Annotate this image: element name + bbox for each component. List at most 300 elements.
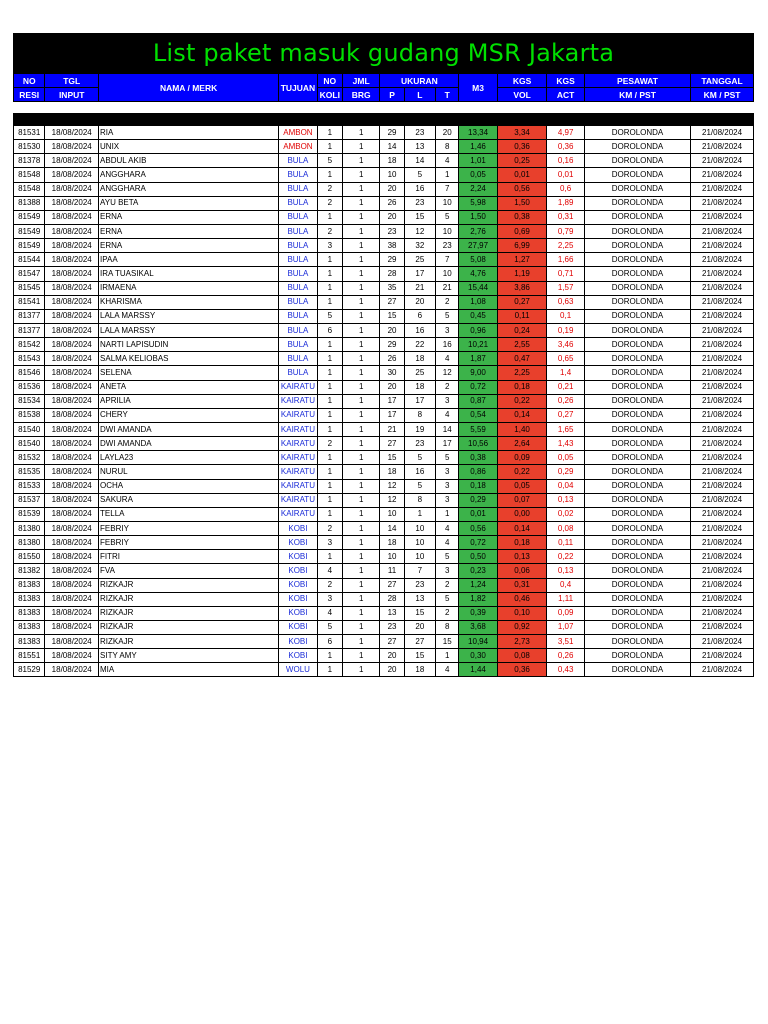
- cell-ukuran-p: 26: [380, 196, 404, 210]
- cell-tanggal: 21/08/2024: [691, 140, 754, 154]
- cell-ukuran-t: 2: [436, 380, 459, 394]
- cell-jml-brg: 1: [342, 536, 379, 550]
- cell-kgs-vol: 0,69: [497, 224, 547, 238]
- cell-jml-brg: 1: [342, 154, 379, 168]
- cell-ukuran-l: 13: [404, 140, 435, 154]
- cell-jml-brg: 1: [342, 663, 379, 677]
- cell-no-koli: 1: [317, 281, 342, 295]
- header-tujuan: TUJUAN: [279, 74, 317, 102]
- cell-m3: 1,08: [459, 295, 497, 309]
- header-tanggal-2: KM / PST: [691, 88, 754, 102]
- cell-ukuran-t: 3: [436, 465, 459, 479]
- cell-pesawat: DOROLONDA: [584, 606, 690, 620]
- table-row: [14, 126, 754, 140]
- cell-ukuran-l: 13: [404, 592, 435, 606]
- cell-kgs-act: 0,11: [547, 536, 584, 550]
- cell-ukuran-l: 15: [404, 210, 435, 224]
- cell-kgs-act: 0,19: [547, 323, 584, 337]
- cell-tujuan: KOBI: [279, 578, 317, 592]
- cell-no-resi: 81549: [14, 210, 45, 224]
- cell-ukuran-p: 20: [380, 380, 404, 394]
- cell-kgs-act: 0,6: [547, 182, 584, 196]
- cell-kgs-vol: 0,06: [497, 564, 547, 578]
- table-row: [14, 182, 754, 196]
- cell-pesawat: DOROLONDA: [584, 295, 690, 309]
- cell-ukuran-l: 5: [404, 168, 435, 182]
- cell-no-koli: 3: [317, 592, 342, 606]
- cell-kgs-act: 0,36: [547, 140, 584, 154]
- cell-jml-brg: 1: [342, 126, 379, 140]
- cell-ukuran-p: 14: [380, 521, 404, 535]
- header-jml-brg-2: BRG: [342, 88, 379, 102]
- cell-no-resi: 81544: [14, 253, 45, 267]
- cell-tgl-input: 18/08/2024: [45, 465, 99, 479]
- cell-pesawat: DOROLONDA: [584, 253, 690, 267]
- cell-no-koli: 6: [317, 323, 342, 337]
- cell-ukuran-p: 17: [380, 394, 404, 408]
- cell-tgl-input: 18/08/2024: [45, 239, 99, 253]
- table-row: [14, 606, 754, 620]
- header-tgl-input-1: TGL: [45, 74, 99, 88]
- cell-m3: 2,76: [459, 224, 497, 238]
- cell-tujuan: KOBI: [279, 550, 317, 564]
- cell-no-koli: 1: [317, 422, 342, 436]
- cell-kgs-act: 2,25: [547, 239, 584, 253]
- cell-kgs-vol: 0,92: [497, 620, 547, 634]
- cell-no-koli: 1: [317, 493, 342, 507]
- cell-ukuran-p: 17: [380, 408, 404, 422]
- cell-m3: 0,87: [459, 394, 497, 408]
- cell-tanggal: 21/08/2024: [691, 606, 754, 620]
- cell-ukuran-t: 1: [436, 507, 459, 521]
- cell-ukuran-t: 20: [436, 126, 459, 140]
- cell-no-koli: 2: [317, 521, 342, 535]
- cell-kgs-act: 0,27: [547, 408, 584, 422]
- cell-kgs-act: 1,57: [547, 281, 584, 295]
- cell-no-resi: 81383: [14, 578, 45, 592]
- cell-kgs-act: 0,26: [547, 394, 584, 408]
- cell-ukuran-t: 10: [436, 196, 459, 210]
- cell-pesawat: DOROLONDA: [584, 352, 690, 366]
- cell-no-resi: 81378: [14, 154, 45, 168]
- cell-tgl-input: 18/08/2024: [45, 210, 99, 224]
- header-pesawat-1: PESAWAT: [584, 74, 690, 88]
- cell-no-resi: 81542: [14, 338, 45, 352]
- cell-tanggal: 21/08/2024: [691, 564, 754, 578]
- table-row: [14, 550, 754, 564]
- cell-no-resi: 81545: [14, 281, 45, 295]
- cell-nama: RIZKAJR: [99, 592, 279, 606]
- cell-tujuan: KOBI: [279, 564, 317, 578]
- cell-kgs-vol: 0,09: [497, 451, 547, 465]
- cell-no-resi: 81541: [14, 295, 45, 309]
- cell-tujuan: BULA: [279, 253, 317, 267]
- table-row: [14, 380, 754, 394]
- cell-no-resi: 81382: [14, 564, 45, 578]
- cell-no-koli: 1: [317, 338, 342, 352]
- cell-jml-brg: 1: [342, 239, 379, 253]
- cell-ukuran-l: 27: [404, 635, 435, 649]
- cell-tujuan: BULA: [279, 366, 317, 380]
- cell-kgs-act: 0,08: [547, 521, 584, 535]
- cell-no-koli: 1: [317, 465, 342, 479]
- table-row: [14, 493, 754, 507]
- cell-pesawat: DOROLONDA: [584, 182, 690, 196]
- cell-no-resi: 81540: [14, 422, 45, 436]
- cell-kgs-act: 1,4: [547, 366, 584, 380]
- header-ukuran-p: P: [380, 88, 404, 102]
- cell-tgl-input: 18/08/2024: [45, 422, 99, 436]
- table-row: [14, 620, 754, 634]
- cell-kgs-vol: 0,14: [497, 408, 547, 422]
- cell-ukuran-l: 23: [404, 126, 435, 140]
- cell-jml-brg: 1: [342, 224, 379, 238]
- cell-tujuan: BULA: [279, 281, 317, 295]
- table-row: [14, 281, 754, 295]
- cell-tujuan: KOBI: [279, 521, 317, 535]
- cell-no-koli: 1: [317, 267, 342, 281]
- cell-ukuran-t: 4: [436, 536, 459, 550]
- cell-tanggal: 21/08/2024: [691, 635, 754, 649]
- cell-m3: 5,08: [459, 253, 497, 267]
- cell-pesawat: DOROLONDA: [584, 451, 690, 465]
- cell-m3: 0,30: [459, 649, 497, 663]
- cell-ukuran-p: 20: [380, 649, 404, 663]
- cell-no-resi: 81546: [14, 366, 45, 380]
- cell-ukuran-p: 27: [380, 437, 404, 451]
- header-nama-merk: NAMA / MERK: [99, 74, 279, 102]
- cell-ukuran-p: 28: [380, 267, 404, 281]
- cell-tanggal: 21/08/2024: [691, 253, 754, 267]
- cell-ukuran-t: 3: [436, 564, 459, 578]
- cell-jml-brg: 1: [342, 550, 379, 564]
- cell-ukuran-t: 21: [436, 281, 459, 295]
- table-row: [14, 224, 754, 238]
- cell-kgs-vol: 0,08: [497, 649, 547, 663]
- cell-nama: CHERY: [99, 408, 279, 422]
- cell-ukuran-p: 14: [380, 140, 404, 154]
- cell-kgs-act: 0,04: [547, 479, 584, 493]
- cell-ukuran-p: 13: [380, 606, 404, 620]
- cell-m3: 0,05: [459, 168, 497, 182]
- cell-ukuran-l: 7: [404, 564, 435, 578]
- cell-ukuran-l: 5: [404, 479, 435, 493]
- cell-tujuan: KOBI: [279, 606, 317, 620]
- cell-kgs-vol: 0,05: [497, 479, 547, 493]
- cell-nama: APRILIA: [99, 394, 279, 408]
- cell-pesawat: DOROLONDA: [584, 550, 690, 564]
- cell-ukuran-l: 18: [404, 352, 435, 366]
- cell-no-resi: 81536: [14, 380, 45, 394]
- cell-ukuran-p: 20: [380, 210, 404, 224]
- cell-tanggal: 21/08/2024: [691, 295, 754, 309]
- cell-ukuran-p: 10: [380, 550, 404, 564]
- cell-no-resi: 81534: [14, 394, 45, 408]
- cell-ukuran-p: 10: [380, 168, 404, 182]
- title-bar: [13, 33, 754, 73]
- cell-tanggal: 21/08/2024: [691, 210, 754, 224]
- cell-no-resi: 81551: [14, 649, 45, 663]
- cell-jml-brg: 1: [342, 253, 379, 267]
- cell-jml-brg: 1: [342, 338, 379, 352]
- cell-kgs-act: 0,22: [547, 550, 584, 564]
- cell-tanggal: 21/08/2024: [691, 323, 754, 337]
- cell-tanggal: 21/08/2024: [691, 366, 754, 380]
- cell-jml-brg: 1: [342, 196, 379, 210]
- cell-kgs-vol: 0,00: [497, 507, 547, 521]
- cell-tujuan: BULA: [279, 295, 317, 309]
- cell-nama: RIZKAJR: [99, 635, 279, 649]
- cell-no-resi: 81529: [14, 663, 45, 677]
- cell-tujuan: KOBI: [279, 635, 317, 649]
- cell-kgs-act: 0,02: [547, 507, 584, 521]
- cell-no-koli: 1: [317, 295, 342, 309]
- cell-tgl-input: 18/08/2024: [45, 536, 99, 550]
- cell-nama: KHARISMA: [99, 295, 279, 309]
- cell-jml-brg: 1: [342, 578, 379, 592]
- cell-ukuran-t: 16: [436, 338, 459, 352]
- cell-tujuan: BULA: [279, 323, 317, 337]
- cell-m3: 1,44: [459, 663, 497, 677]
- cell-nama: IPAA: [99, 253, 279, 267]
- table-row: [14, 210, 754, 224]
- cell-ukuran-p: 29: [380, 253, 404, 267]
- cell-m3: 1,82: [459, 592, 497, 606]
- header-ukuran: UKURAN: [380, 74, 459, 88]
- cell-no-resi: 81540: [14, 437, 45, 451]
- cell-m3: 9,00: [459, 366, 497, 380]
- cell-no-koli: 2: [317, 196, 342, 210]
- cell-tgl-input: 18/08/2024: [45, 451, 99, 465]
- cell-ukuran-p: 12: [380, 493, 404, 507]
- cell-ukuran-p: 30: [380, 366, 404, 380]
- cell-ukuran-l: 10: [404, 550, 435, 564]
- header-kgs-vol-2: VOL: [497, 88, 547, 102]
- cell-m3: 1,87: [459, 352, 497, 366]
- cell-no-resi: 81377: [14, 323, 45, 337]
- cell-pesawat: DOROLONDA: [584, 635, 690, 649]
- cell-ukuran-t: 4: [436, 154, 459, 168]
- cell-no-koli: 6: [317, 635, 342, 649]
- cell-tanggal: 21/08/2024: [691, 408, 754, 422]
- cell-tgl-input: 18/08/2024: [45, 182, 99, 196]
- table-row: [14, 635, 754, 649]
- cell-tgl-input: 18/08/2024: [45, 606, 99, 620]
- cell-kgs-act: 0,09: [547, 606, 584, 620]
- cell-ukuran-t: 23: [436, 239, 459, 253]
- cell-kgs-vol: 0,18: [497, 536, 547, 550]
- cell-m3: 0,96: [459, 323, 497, 337]
- cell-nama: FVA: [99, 564, 279, 578]
- cell-tujuan: BULA: [279, 267, 317, 281]
- cell-kgs-vol: 0,56: [497, 182, 547, 196]
- cell-ukuran-t: 5: [436, 210, 459, 224]
- cell-tujuan: KAIRATU: [279, 507, 317, 521]
- cell-tgl-input: 18/08/2024: [45, 352, 99, 366]
- cell-nama: ERNA: [99, 224, 279, 238]
- cell-no-resi: 81383: [14, 606, 45, 620]
- cell-kgs-vol: 1,27: [497, 253, 547, 267]
- cell-ukuran-t: 3: [436, 323, 459, 337]
- cell-pesawat: DOROLONDA: [584, 323, 690, 337]
- cell-kgs-act: 1,11: [547, 592, 584, 606]
- cell-kgs-vol: 2,73: [497, 635, 547, 649]
- cell-jml-brg: 1: [342, 366, 379, 380]
- cell-pesawat: DOROLONDA: [584, 366, 690, 380]
- cell-tujuan: KOBI: [279, 536, 317, 550]
- cell-tujuan: KAIRATU: [279, 465, 317, 479]
- cell-ukuran-t: 2: [436, 606, 459, 620]
- cell-no-resi: 81549: [14, 239, 45, 253]
- cell-tujuan: AMBON: [279, 126, 317, 140]
- cell-no-koli: 5: [317, 154, 342, 168]
- cell-tgl-input: 18/08/2024: [45, 126, 99, 140]
- cell-pesawat: DOROLONDA: [584, 154, 690, 168]
- cell-ukuran-p: 35: [380, 281, 404, 295]
- cell-pesawat: DOROLONDA: [584, 493, 690, 507]
- cell-nama: ANETA: [99, 380, 279, 394]
- cell-tujuan: BULA: [279, 210, 317, 224]
- cell-ukuran-t: 7: [436, 182, 459, 196]
- cell-jml-brg: 1: [342, 479, 379, 493]
- cell-tgl-input: 18/08/2024: [45, 578, 99, 592]
- cell-ukuran-p: 26: [380, 352, 404, 366]
- cell-ukuran-l: 12: [404, 224, 435, 238]
- cell-tgl-input: 18/08/2024: [45, 635, 99, 649]
- cell-no-resi: 81530: [14, 140, 45, 154]
- cell-tanggal: 21/08/2024: [691, 154, 754, 168]
- cell-jml-brg: 1: [342, 507, 379, 521]
- cell-jml-brg: 1: [342, 380, 379, 394]
- table-row: [14, 437, 754, 451]
- cell-nama: LALA MARSSY: [99, 309, 279, 323]
- cell-no-koli: 1: [317, 210, 342, 224]
- cell-no-resi: 81383: [14, 592, 45, 606]
- cell-tgl-input: 18/08/2024: [45, 394, 99, 408]
- cell-tgl-input: 18/08/2024: [45, 295, 99, 309]
- cell-ukuran-p: 23: [380, 224, 404, 238]
- cell-no-resi: 81537: [14, 493, 45, 507]
- cell-nama: SELENA: [99, 366, 279, 380]
- cell-tujuan: BULA: [279, 338, 317, 352]
- header-tgl-input-2: INPUT: [45, 88, 99, 102]
- cell-tujuan: BULA: [279, 154, 317, 168]
- header-no-koli-2: KOLI: [317, 88, 342, 102]
- cell-pesawat: DOROLONDA: [584, 507, 690, 521]
- data-table: [13, 125, 754, 677]
- cell-nama: LALA MARSSY: [99, 323, 279, 337]
- cell-kgs-vol: 2,55: [497, 338, 547, 352]
- cell-ukuran-l: 18: [404, 380, 435, 394]
- cell-no-resi: 81549: [14, 224, 45, 238]
- cell-tanggal: 21/08/2024: [691, 536, 754, 550]
- cell-jml-brg: 1: [342, 465, 379, 479]
- cell-pesawat: DOROLONDA: [584, 267, 690, 281]
- cell-ukuran-l: 10: [404, 536, 435, 550]
- cell-kgs-act: 1,07: [547, 620, 584, 634]
- cell-tgl-input: 18/08/2024: [45, 267, 99, 281]
- cell-no-koli: 1: [317, 408, 342, 422]
- cell-nama: LAYLA23: [99, 451, 279, 465]
- cell-kgs-act: 0,31: [547, 210, 584, 224]
- cell-nama: NARTI LAPISUDIN: [99, 338, 279, 352]
- header-table: [13, 73, 754, 102]
- separator-band: [13, 113, 754, 125]
- cell-nama: ERNA: [99, 210, 279, 224]
- table-row: [14, 408, 754, 422]
- cell-jml-brg: 1: [342, 323, 379, 337]
- cell-kgs-act: 0,01: [547, 168, 584, 182]
- cell-kgs-vol: 0,47: [497, 352, 547, 366]
- cell-no-koli: 1: [317, 253, 342, 267]
- cell-ukuran-p: 18: [380, 536, 404, 550]
- cell-nama: DWI AMANDA: [99, 437, 279, 451]
- cell-jml-brg: 1: [342, 140, 379, 154]
- cell-ukuran-t: 4: [436, 408, 459, 422]
- cell-kgs-vol: 0,22: [497, 465, 547, 479]
- cell-ukuran-p: 21: [380, 422, 404, 436]
- cell-tujuan: BULA: [279, 224, 317, 238]
- cell-kgs-vol: 2,64: [497, 437, 547, 451]
- cell-tanggal: 21/08/2024: [691, 224, 754, 238]
- cell-tgl-input: 18/08/2024: [45, 338, 99, 352]
- cell-tgl-input: 18/08/2024: [45, 323, 99, 337]
- cell-pesawat: DOROLONDA: [584, 465, 690, 479]
- cell-tgl-input: 18/08/2024: [45, 564, 99, 578]
- table-row: [14, 465, 754, 479]
- cell-ukuran-p: 15: [380, 451, 404, 465]
- cell-ukuran-p: 20: [380, 182, 404, 196]
- cell-nama: FEBRIY: [99, 536, 279, 550]
- cell-no-resi: 81533: [14, 479, 45, 493]
- table-row: [14, 154, 754, 168]
- cell-ukuran-l: 23: [404, 437, 435, 451]
- cell-ukuran-t: 5: [436, 550, 459, 564]
- cell-ukuran-l: 15: [404, 649, 435, 663]
- cell-no-koli: 1: [317, 168, 342, 182]
- cell-ukuran-t: 17: [436, 437, 459, 451]
- cell-no-koli: 2: [317, 224, 342, 238]
- cell-kgs-act: 0,43: [547, 663, 584, 677]
- cell-m3: 27,97: [459, 239, 497, 253]
- cell-no-resi: 81535: [14, 465, 45, 479]
- cell-nama: OCHA: [99, 479, 279, 493]
- cell-no-koli: 1: [317, 451, 342, 465]
- cell-jml-brg: 1: [342, 182, 379, 196]
- cell-ukuran-l: 10: [404, 521, 435, 535]
- cell-ukuran-p: 20: [380, 663, 404, 677]
- cell-tanggal: 21/08/2024: [691, 380, 754, 394]
- header-kgs-act-1: KGS: [547, 74, 584, 88]
- cell-jml-brg: 1: [342, 281, 379, 295]
- cell-tujuan: BULA: [279, 352, 317, 366]
- cell-tgl-input: 18/08/2024: [45, 380, 99, 394]
- cell-tanggal: 21/08/2024: [691, 493, 754, 507]
- cell-tgl-input: 18/08/2024: [45, 224, 99, 238]
- cell-kgs-vol: 0,31: [497, 578, 547, 592]
- header-no-resi-2: RESI: [14, 88, 45, 102]
- cell-ukuran-l: 17: [404, 267, 435, 281]
- table-row: [14, 649, 754, 663]
- cell-no-koli: 1: [317, 126, 342, 140]
- cell-pesawat: DOROLONDA: [584, 408, 690, 422]
- cell-tanggal: 21/08/2024: [691, 168, 754, 182]
- cell-tujuan: BULA: [279, 168, 317, 182]
- cell-no-koli: 1: [317, 507, 342, 521]
- cell-nama: RIA: [99, 126, 279, 140]
- cell-kgs-act: 0,16: [547, 154, 584, 168]
- cell-jml-brg: 1: [342, 210, 379, 224]
